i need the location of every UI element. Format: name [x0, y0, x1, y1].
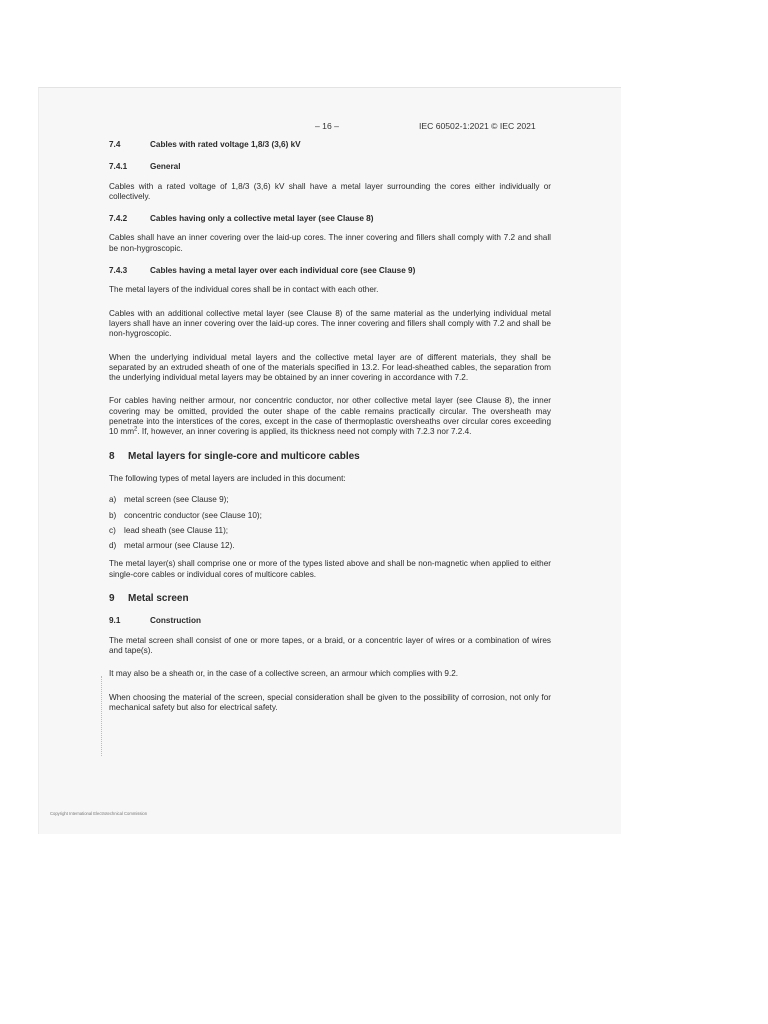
heading-7-4-2: 7.4.2 Cables having only a collective metal layer (see Clause 8) — [109, 214, 374, 224]
paragraph: When choosing the material of the screen, special consideration shall be given to the possibility of corrosion, not only for mechanical safety but also for electrical safety. — [109, 692, 551, 712]
heading-7-4-3: 7.4.3 Cables having a metal layer over each individual core (see Clause 9) — [109, 266, 416, 276]
heading-7-4-1: 7.4.1 General — [109, 162, 181, 172]
heading-8: 8 Metal layers for single-core and multicore cables — [109, 450, 360, 462]
document-page — [38, 87, 621, 834]
page-number: – 16 – — [315, 121, 339, 131]
list-item: d) metal armour (see Clause 12). — [109, 541, 235, 551]
paragraph: Cables with a rated voltage of 1,8/3 (3,6) kV shall have a metal layer surrounding the cores either individually or collectively. — [109, 181, 551, 201]
page-content — [109, 140, 551, 722]
margin-marks — [101, 676, 104, 756]
paragraph: The metal screen shall consist of one or more tapes, or a braid, or a concentric layer of wires or a combination of wires and tape(s). — [109, 635, 551, 655]
metal-layer-list — [109, 495, 551, 551]
paragraph: Cables shall have an inner covering over the laid-up cores. The inner covering and fillers shall comply with 7.2 and shall be non-hygroscopic. — [109, 233, 551, 253]
paragraph: The metal layers of the individual cores shall be in contact with each other. — [109, 285, 379, 295]
heading-9: 9 Metal screen — [109, 593, 189, 605]
list-item: a) metal screen (see Clause 9); — [109, 495, 229, 505]
standard-reference: IEC 60502-1:2021 © IEC 2021 — [419, 121, 536, 131]
paragraph: The following types of metal layers are included in this document: — [109, 473, 346, 483]
paragraph: For cables having neither armour, nor concentric conductor, nor other collective metal layer (see Clause 8), the inner covering may be omitted, provided the outer shape of the cable remains practically circular. The oversheath may penetrate into the interstices of the cores, except in the case of thermoplastic oversheaths over circular cores exceeding 10 $mm^2$. If, however, an inner covering is applied, its thickness need not comply with 7.2.3 nor 7.2.4. — [109, 396, 551, 437]
paragraph: Cables with an additional collective metal layer (see Clause 8) of the same material as the underlying individual metal layers shall have an inner covering over the laid-up cores. The inner covering and fillers shall comply with 7.2 and shall be non-hygroscopic. — [109, 308, 551, 339]
list-item: c) lead sheath (see Clause 11); — [109, 525, 229, 535]
paragraph: It may also be a sheath or, in the case of a collective screen, an armour which complies with 9.2. — [109, 669, 459, 679]
paragraph: The metal layer(s) shall comprise one or more of the types listed above and shall be non-magnetic when applied to either single-core cables or individual cores of multicore cables. — [109, 559, 551, 579]
heading-9-1: 9.1 Construction — [109, 616, 201, 626]
heading-7-4: 7.4 Cables with rated voltage 1,8/3 (3,6) kV — [109, 140, 301, 149]
copyright-footer: Copyright International Electrotechnical Commission — [50, 811, 148, 816]
paragraph: When the underlying individual metal layers and the collective metal layer are of different materials, they shall be separated by an extruded sheath of one of the materials specified in 13.2. For lead-sheathed cables, the separation from the underlying individual metal layers may be obtained by an inner covering in accordance with 7.2. — [109, 352, 551, 383]
list-item: b) concentric conductor (see Clause 10); — [109, 510, 262, 520]
